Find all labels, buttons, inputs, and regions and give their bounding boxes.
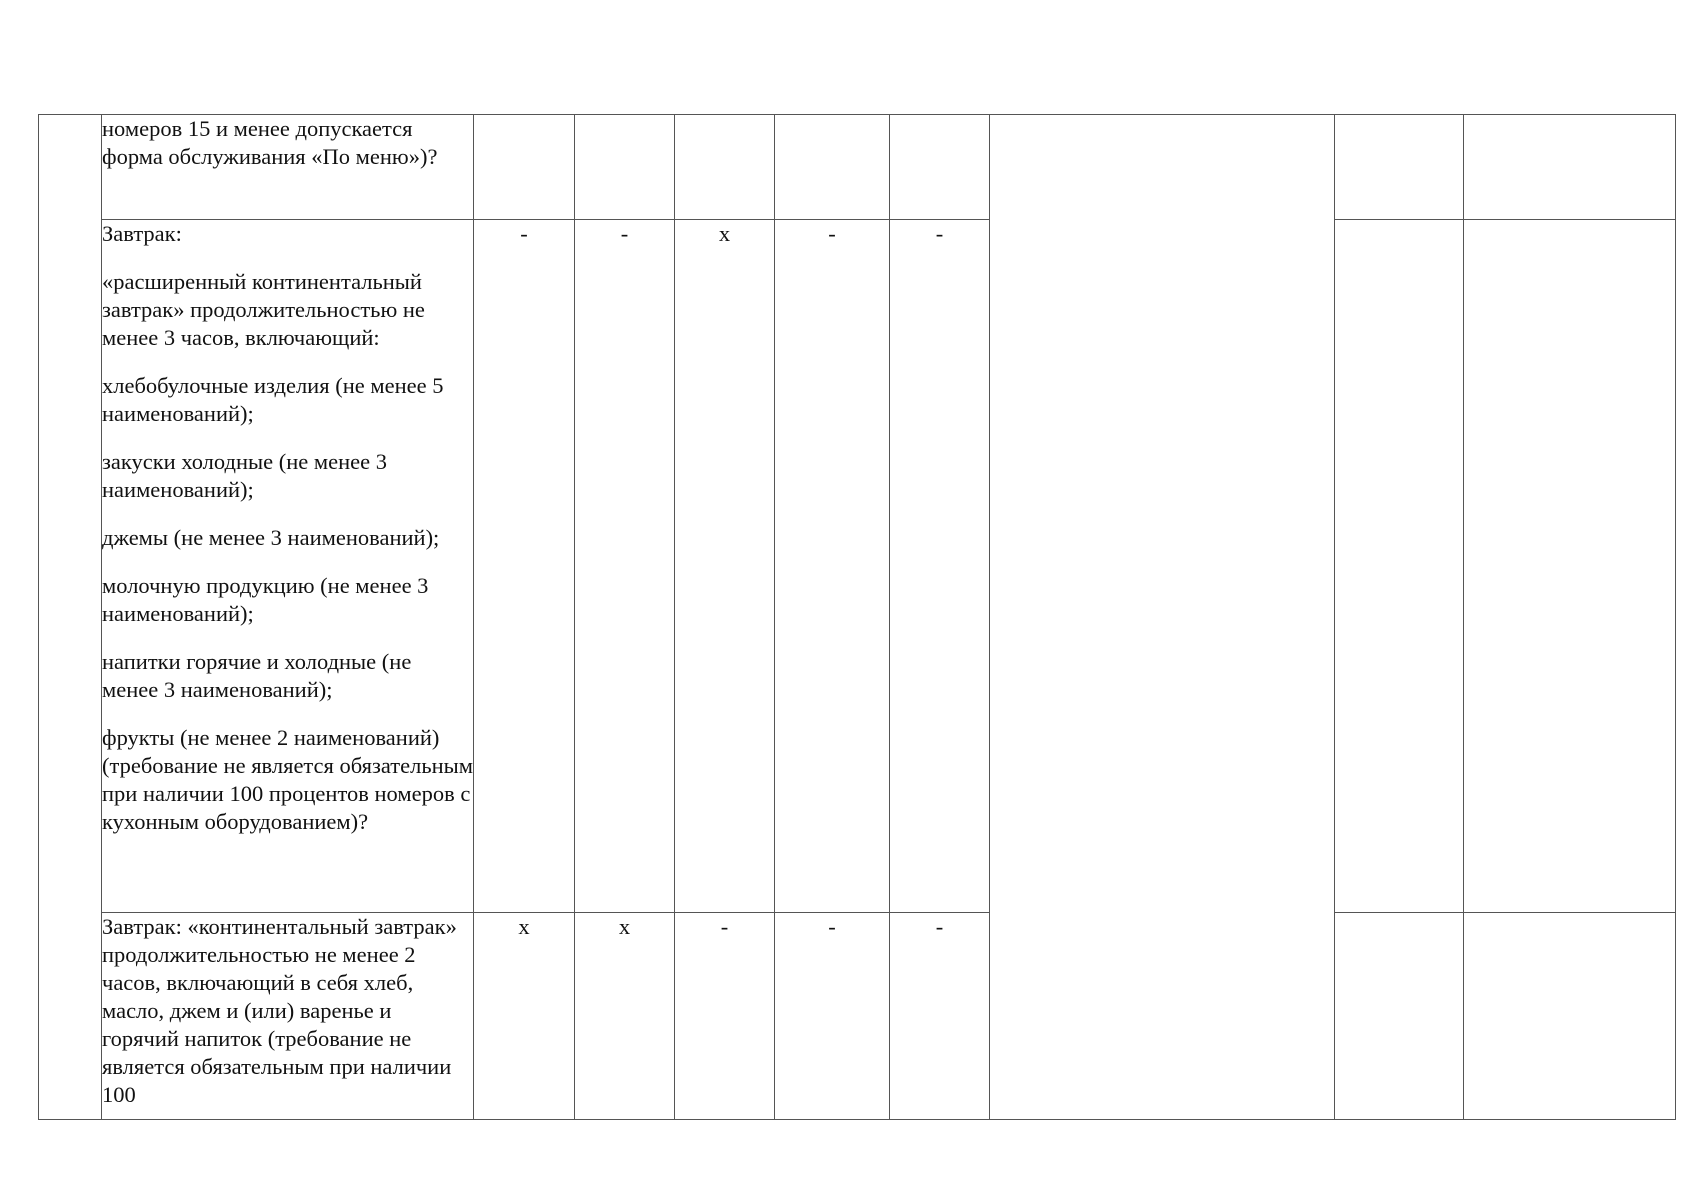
category-mark-4: - bbox=[775, 913, 890, 1120]
category-mark-1 bbox=[474, 115, 575, 220]
empty-cell bbox=[1335, 115, 1464, 220]
category-mark-2 bbox=[575, 115, 675, 220]
requirement-text: фрукты (не менее 2 наименований) (требование не является обязательным при наличии 100 процентов номеров с кухонным оборудованием)? bbox=[102, 725, 473, 834]
category-mark-4 bbox=[775, 115, 890, 220]
requirement-heading: Завтрак: bbox=[102, 221, 182, 246]
category-mark-3: - bbox=[675, 913, 775, 1120]
requirement-text: «расширенный континентальный завтрак» продолжительностью не менее 3 часов, включающий: bbox=[102, 269, 425, 350]
empty-cell bbox=[1335, 220, 1464, 913]
category-mark-5 bbox=[890, 115, 990, 220]
category-mark-1: - bbox=[474, 220, 575, 913]
category-mark-3: x bbox=[675, 220, 775, 913]
empty-cell bbox=[1335, 913, 1464, 1120]
empty-cell bbox=[1464, 220, 1676, 913]
requirement-cell bbox=[102, 115, 474, 220]
requirement-cell bbox=[102, 913, 474, 1120]
table-row bbox=[39, 913, 1676, 1120]
requirement-text: номеров 15 и менее допускается форма обслуживания «По меню»)? bbox=[102, 116, 438, 169]
table-row bbox=[39, 115, 1676, 220]
notes-cell bbox=[990, 115, 1335, 1120]
category-mark-2: - bbox=[575, 220, 675, 913]
category-mark-2: x bbox=[575, 913, 675, 1120]
requirement-text: Завтрак: «континентальный завтрак» продолжительностью не менее 2 часов, включающий в себя хлеб, масло, джем и (или) варенье и горячий напиток (требование не является обязательным при наличии 100 bbox=[102, 914, 457, 1107]
requirement-text: джемы (не менее 3 наименований); bbox=[102, 525, 440, 550]
number-cell bbox=[39, 115, 102, 1120]
table-row bbox=[39, 220, 1676, 913]
category-mark-4: - bbox=[775, 220, 890, 913]
requirement-text: молочную продукцию (не менее 3 наименований); bbox=[102, 573, 429, 626]
empty-cell bbox=[1464, 913, 1676, 1120]
requirement-text: закуски холодные (не менее 3 наименований); bbox=[102, 449, 387, 502]
requirement-text: напитки горячие и холодные (не менее 3 наименований); bbox=[102, 649, 412, 702]
category-mark-5: - bbox=[890, 913, 990, 1120]
requirements-table bbox=[38, 114, 1676, 1120]
category-mark-1: x bbox=[474, 913, 575, 1120]
empty-cell bbox=[1464, 115, 1676, 220]
category-mark-5: - bbox=[890, 220, 990, 913]
requirement-cell bbox=[102, 220, 474, 913]
requirement-text: хлебобулочные изделия (не менее 5 наименований); bbox=[102, 373, 444, 426]
category-mark-3 bbox=[675, 115, 775, 220]
